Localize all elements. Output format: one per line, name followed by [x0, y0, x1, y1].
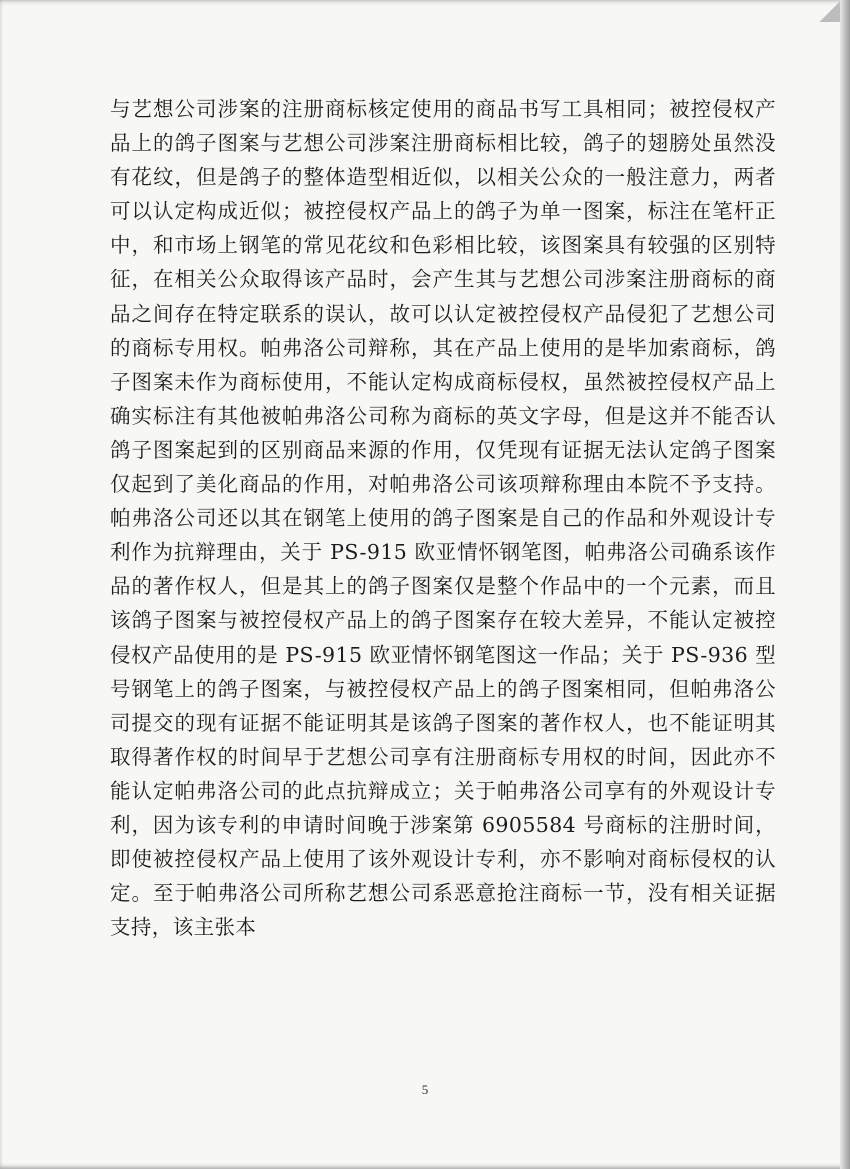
- page-number: 5: [421, 1082, 429, 1097]
- page-edge-shadow: [840, 0, 850, 1169]
- body-paragraph: 与艺想公司涉案的注册商标核定使用的商品书写工具相同；被控侵权产品上的鸽子图案与艺想公司涉案注册商标相比较，鸽子的翅膀处虽然没有花纹，但是鸽子的整体造型相近似，以相关公众的一般注意力，两者可以认定构成近似；被控侵权产品上的鸽子为单一图案，标注在笔杆正中，和市场上钢笔的常见花纹和色彩相比较，该图案具有较强的区别特征，在相关公众取得该产品时，会产生其与艺想公司涉案注册商标的商品之间存在特定联系的误认，故可以认定被控侵权产品侵犯了艺想公司的商标专用权。帕弗洛公司辩称，其在产品上使用的是毕加索商标，鸽子图案未作为商标使用，不能认定构成商标侵权，虽然被控侵权产品上确实标注有其他被帕弗洛公司称为商标的英文字母，但是这并不能否认鸽子图案起到的区别商品来源的作用，仅凭现有证据无法认定鸽子图案仅起到了美化商品的作用，对帕弗洛公司该项辩称理由本院不予支持。帕弗洛公司还以其在钢笔上使用的鸽子图案是自己的作品和外观设计专利作为抗辩理由，关于 PS-915 欧亚情怀钢笔图，帕弗洛公司确系该作品的著作权人，但是其上的鸽子图案仅是整个作品中的一个元素，而且该鸽子图案与被控侵权产品上的鸽子图案存在较大差异，不能认定被控侵权产品使用的是 PS-915 欧亚情怀钢笔图这一作品；关于 PS-936 型号钢笔上的鸽子图案，与被控侵权产品上的鸽子图案相同，但帕弗洛公司提交的现有证据不能证明其是该鸽子图案的著作权人，也不能证明其取得著作权的时间早于艺想公司享有注册商标专用权的时间，因此亦不能认定帕弗洛公司的此点抗辩成立；关于帕弗洛公司享有的外观设计专利，因为该专利的申请时间晚于涉案第 6905584 号商标的注册时间，即使被控侵权产品上使用了该外观设计专利，亦不影响对商标侵权的认定。至于帕弗洛公司所称艺想公司系恶意抢注商标一节，没有相关证据支持，该主张本: [110, 97, 776, 940]
